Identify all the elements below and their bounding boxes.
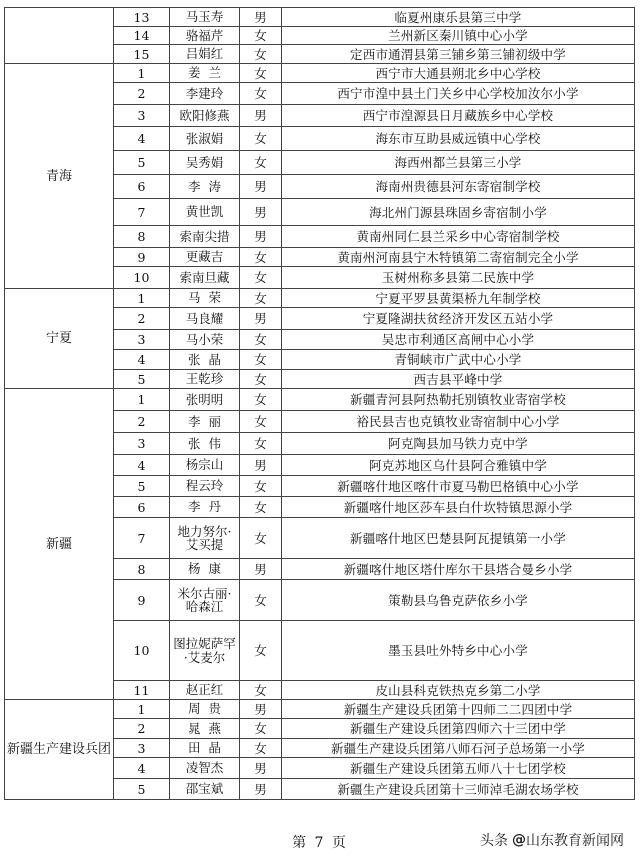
table-row — [5, 700, 635, 719]
table-row — [5, 389, 635, 411]
teacher-name-cell: 邵宝斌 — [170, 779, 240, 800]
row-number-cell: 2 — [114, 719, 170, 739]
page-footer — [0, 826, 640, 856]
school-cell: 兰州新区秦川镇中心小学 — [282, 27, 635, 45]
row-number-cell: 5 — [114, 151, 170, 175]
teacher-name-cell: 李建玲 — [170, 83, 240, 105]
school-cell: 黄南州同仁县兰采乡中心寄宿制学校 — [282, 226, 635, 248]
province-cell: 新疆生产建设兵团 — [5, 700, 114, 800]
gender-cell: 女 — [240, 330, 282, 350]
table-row — [5, 8, 635, 27]
row-number-cell: 4 — [114, 127, 170, 151]
row-number-cell: 8 — [114, 559, 170, 580]
row-number-cell: 8 — [114, 226, 170, 248]
watermark — [480, 830, 624, 850]
gender-cell: 女 — [240, 389, 282, 411]
gender-cell: 女 — [240, 248, 282, 267]
gender-cell: 男 — [240, 199, 282, 226]
school-cell: 黄南州河南县宁木特镇第二寄宿制完全小学 — [282, 248, 635, 267]
row-number-cell: 15 — [114, 45, 170, 64]
school-cell: 西吉县平峰中学 — [282, 370, 635, 389]
teacher-name-cell: 周 贵 — [170, 700, 240, 719]
school-cell: 新疆生产建设兵团第十三师淖毛湖农场学校 — [282, 779, 635, 800]
gender-cell: 女 — [240, 350, 282, 370]
row-number-cell: 13 — [114, 8, 170, 27]
school-cell: 宁夏隆湖扶贫经济开发区五站小学 — [282, 308, 635, 330]
table-row — [5, 289, 635, 308]
gender-cell: 女 — [240, 580, 282, 621]
gender-cell: 女 — [240, 433, 282, 455]
school-cell: 玉树州称多县第二民族中学 — [282, 267, 635, 289]
row-number-cell: 5 — [114, 476, 170, 497]
row-number-cell: 1 — [114, 389, 170, 411]
gender-cell: 女 — [240, 411, 282, 433]
school-cell: 新疆生产建设兵团第十四师二二四团中学 — [282, 700, 635, 719]
teacher-name-cell: 杨 康 — [170, 559, 240, 580]
row-number-cell: 3 — [114, 105, 170, 127]
school-cell: 裕民县吉也克镇牧业寄宿制中心小学 — [282, 411, 635, 433]
row-number-cell: 14 — [114, 27, 170, 45]
teacher-name-cell: 姜 兰 — [170, 64, 240, 83]
gender-cell: 女 — [240, 267, 282, 289]
school-cell: 新疆生产建设兵团第八师石河子总场第一小学 — [282, 739, 635, 758]
school-cell: 阿克苏地区乌什县阿合雅镇中学 — [282, 455, 635, 476]
teacher-name-cell: 张 伟 — [170, 433, 240, 455]
gender-cell: 男 — [240, 226, 282, 248]
gender-cell: 男 — [240, 175, 282, 199]
teacher-name-cell: 吕娟红 — [170, 45, 240, 64]
teacher-name-cell: 地力努尔·艾买提 — [170, 518, 240, 559]
school-cell: 新疆喀什地区塔什库尔干县塔合曼乡小学 — [282, 559, 635, 580]
teacher-name-cell: 黄世凯 — [170, 199, 240, 226]
school-cell: 定西市通渭县第三铺乡第三铺初级中学 — [282, 45, 635, 64]
teacher-name-cell: 索南尖措 — [170, 226, 240, 248]
row-number-cell: 5 — [114, 779, 170, 800]
teacher-name-cell: 李 丽 — [170, 411, 240, 433]
teacher-name-cell: 马玉寿 — [170, 8, 240, 27]
school-cell: 海东市互助县威远镇中心学校 — [282, 127, 635, 151]
teacher-name-cell: 马小荣 — [170, 330, 240, 350]
gender-cell: 女 — [240, 289, 282, 308]
gender-cell: 男 — [240, 779, 282, 800]
row-number-cell: 7 — [114, 518, 170, 559]
page-number: 第 7 页 — [292, 835, 348, 851]
gender-cell: 女 — [240, 83, 282, 105]
school-cell: 新疆喀什地区莎车县白什坎特镇思源小学 — [282, 497, 635, 518]
teacher-name-cell: 程云玲 — [170, 476, 240, 497]
school-cell: 宁夏平罗县黄渠桥九年制学校 — [282, 289, 635, 308]
teacher-name-cell: 更藏吉 — [170, 248, 240, 267]
teacher-name-cell: 吴秀娟 — [170, 151, 240, 175]
teacher-name-cell: 欧阳修燕 — [170, 105, 240, 127]
row-number-cell: 1 — [114, 64, 170, 83]
teacher-name-cell: 骆福芹 — [170, 27, 240, 45]
teacher-name-cell: 索南旦藏 — [170, 267, 240, 289]
row-number-cell: 6 — [114, 497, 170, 518]
school-cell: 西宁市大通县朔北乡中心学校 — [282, 64, 635, 83]
row-number-cell: 4 — [114, 455, 170, 476]
school-cell: 海北州门源县珠固乡寄宿制小学 — [282, 199, 635, 226]
gender-cell: 女 — [240, 64, 282, 83]
row-number-cell: 4 — [114, 758, 170, 779]
teacher-name-cell: 王乾珍 — [170, 370, 240, 389]
gender-cell: 女 — [240, 370, 282, 389]
teacher-name-cell: 李 涛 — [170, 175, 240, 199]
gender-cell: 女 — [240, 681, 282, 700]
gender-cell: 女 — [240, 719, 282, 739]
row-number-cell: 2 — [114, 308, 170, 330]
row-number-cell: 4 — [114, 350, 170, 370]
school-cell: 阿克陶县加马铁力克中学 — [282, 433, 635, 455]
teacher-name-cell: 马 荣 — [170, 289, 240, 308]
school-cell: 皮山县科克铁热克乡第二小学 — [282, 681, 635, 700]
teacher-name-cell: 张淑娟 — [170, 127, 240, 151]
teacher-name-cell: 图拉妮萨罕·艾麦尔 — [170, 621, 240, 681]
row-number-cell: 11 — [114, 681, 170, 700]
school-cell: 海西州都兰县第三小学 — [282, 151, 635, 175]
school-cell: 新疆生产建设兵团第四师六十三团中学 — [282, 719, 635, 739]
school-cell: 新疆生产建设兵团第五师八十七团学校 — [282, 758, 635, 779]
teacher-name-cell: 晁 燕 — [170, 719, 240, 739]
teacher-name-cell: 赵正红 — [170, 681, 240, 700]
school-cell: 吴忠市利通区高闸中心小学 — [282, 330, 635, 350]
row-number-cell: 1 — [114, 289, 170, 308]
row-number-cell: 9 — [114, 580, 170, 621]
teacher-name-cell: 米尔古丽·哈森江 — [170, 580, 240, 621]
row-number-cell: 6 — [114, 175, 170, 199]
school-cell: 新疆喀什地区喀什市夏马勒巴格镇中心小学 — [282, 476, 635, 497]
province-cell — [5, 8, 114, 64]
gender-cell: 女 — [240, 127, 282, 151]
gender-cell: 男 — [240, 308, 282, 330]
row-number-cell: 10 — [114, 621, 170, 681]
gender-cell: 男 — [240, 8, 282, 27]
gender-cell: 男 — [240, 455, 282, 476]
school-cell: 青铜峡市广武中心小学 — [282, 350, 635, 370]
row-number-cell: 5 — [114, 370, 170, 389]
row-number-cell: 9 — [114, 248, 170, 267]
row-number-cell: 1 — [114, 700, 170, 719]
province-cell: 新疆 — [5, 389, 114, 700]
watermark-account: 山东教育新闻网 — [526, 833, 624, 849]
school-cell: 新疆青河县阿热勒托别镇牧业寄宿学校 — [282, 389, 635, 411]
province-cell: 青海 — [5, 64, 114, 289]
gender-cell: 男 — [240, 105, 282, 127]
school-cell: 临夏州康乐县第三中学 — [282, 8, 635, 27]
teacher-name-cell: 李 丹 — [170, 497, 240, 518]
gender-cell: 女 — [240, 27, 282, 45]
row-number-cell: 2 — [114, 411, 170, 433]
gender-cell: 女 — [240, 476, 282, 497]
gender-cell: 女 — [240, 497, 282, 518]
at-sign-icon: @ — [512, 832, 526, 848]
school-cell: 西宁市湟中县土门关乡中心学校加汝尔小学 — [282, 83, 635, 105]
roster-body — [5, 8, 635, 800]
gender-cell: 女 — [240, 151, 282, 175]
row-number-cell: 3 — [114, 433, 170, 455]
gender-cell: 女 — [240, 621, 282, 681]
school-cell: 墨玉县吐外特乡中心小学 — [282, 621, 635, 681]
teacher-name-cell: 张 晶 — [170, 350, 240, 370]
gender-cell: 女 — [240, 45, 282, 64]
row-number-cell: 2 — [114, 83, 170, 105]
row-number-cell: 10 — [114, 267, 170, 289]
gender-cell: 男 — [240, 559, 282, 580]
table-row — [5, 64, 635, 83]
school-cell: 策勒县乌鲁克萨依乡小学 — [282, 580, 635, 621]
school-cell: 海南州贵德县河东寄宿制学校 — [282, 175, 635, 199]
teacher-name-cell: 张明明 — [170, 389, 240, 411]
gender-cell: 女 — [240, 518, 282, 559]
teacher-name-cell: 田 晶 — [170, 739, 240, 758]
row-number-cell: 3 — [114, 739, 170, 758]
school-cell: 西宁市湟源县日月藏族乡中心学校 — [282, 105, 635, 127]
gender-cell: 男 — [240, 700, 282, 719]
row-number-cell: 7 — [114, 199, 170, 226]
row-number-cell: 3 — [114, 330, 170, 350]
gender-cell: 女 — [240, 739, 282, 758]
teacher-name-cell: 杨宗山 — [170, 455, 240, 476]
teacher-name-cell: 凌智杰 — [170, 758, 240, 779]
teacher-name-cell: 马良耀 — [170, 308, 240, 330]
watermark-prefix: 头条 — [480, 833, 508, 849]
roster-table — [4, 7, 635, 800]
school-cell: 新疆喀什地区巴楚县阿瓦提镇第一小学 — [282, 518, 635, 559]
gender-cell: 男 — [240, 758, 282, 779]
province-cell: 宁夏 — [5, 289, 114, 389]
